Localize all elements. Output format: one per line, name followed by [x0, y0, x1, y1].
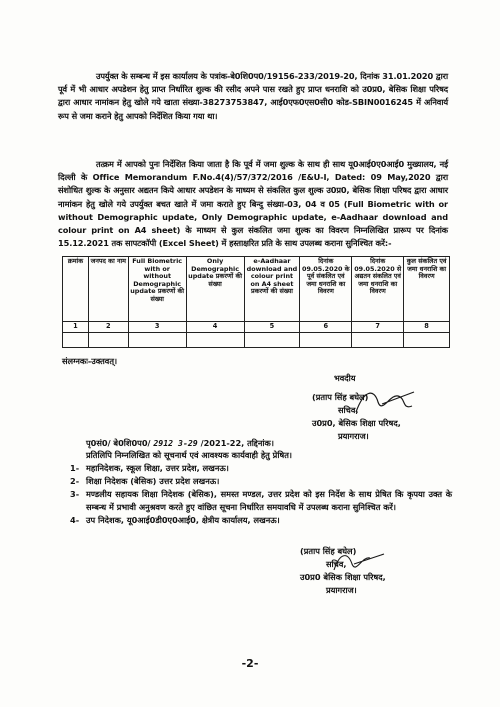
- col-number: 7: [352, 322, 404, 333]
- reference-suffix: /2021-22, तद्दिनांक।: [200, 438, 274, 448]
- col-header-full-biometric: Full Biometric with or without Demographic update प्रकरणों की संख्या: [128, 257, 186, 322]
- col-header-demographic: Only Demographic update प्रकरणों की संख्या: [186, 257, 244, 322]
- signatory-city: प्रयागराज।: [326, 585, 357, 595]
- col-number: 1: [63, 322, 89, 333]
- dispatch-reference: [86, 438, 456, 449]
- reference-number: 2912 3-29: [153, 438, 198, 448]
- enclosure-note: संलग्नकः-उक्तवत्।: [62, 356, 118, 366]
- table-cell: [128, 333, 186, 348]
- list-item: 3- मण्डलीय सहायक शिक्षा निदेशक (बेसिक), समस्त मण्डल, उत्तर प्रदेश को इस निर्देश के साथ प्रेषित कि कृपया उक्त के सम्बन्ध में प्रभावी अनुश्रवण करते हुए वांछित सूचना निर्धारित समयावधि में उपलब्ध कराना सुनिश्चित करें।: [70, 489, 452, 512]
- col-number: 4: [186, 322, 244, 333]
- copy-recipients-list: [70, 462, 452, 527]
- table-cell: [404, 333, 450, 348]
- col-number: 5: [244, 322, 300, 333]
- col-header-after-date: दिनांक 09.05.2020 से अद्यतन संकलित एवं जमा धनराशि का विवरण: [352, 257, 404, 322]
- signatory-designation: सचिव,: [326, 559, 347, 569]
- col-header-serial: क्रमांक: [63, 257, 89, 322]
- col-header-district: जनपद का नाम: [88, 257, 128, 322]
- paragraph-previous-instruction: उपर्युक्त के सम्बन्ध में इस कार्यालय के पत्रांक-बे0शि0प0/19156-233/2019-20, दिनांक 31.01.2020 द्वारा पूर्व में भी आधार अपडेशन हेतु प्राप्त निर्धारित शुल्क की रसीद अपने पास रखते हुए प्राप्त धनराशि को उ0प्र0, बेसिक शिक्षा परिषद द्वारा आधार नामांकन हेतु खोले गये खाता संख्या-38273753847, आई0एफ0एस0सी0 कोड-SBIN0016245 में अनिवार्य रूप से जमा कराने हेतु आपको निर्देशित किया गया था।: [58, 71, 448, 121]
- signature-block-primary: [312, 372, 442, 443]
- table-cell: [244, 333, 300, 348]
- table-cell: [63, 333, 89, 348]
- signatory-office: उ0प्र0 बेसिक शिक्षा परिषद,: [300, 572, 386, 582]
- col-header-before-date: दिनांक 09.05.2020 के पूर्व संकलित एवं जमा धनराशि का विवरण: [300, 257, 352, 322]
- signatory-office: उ0प्र0, बेसिक शिक्षा परिषद,: [312, 418, 401, 428]
- col-header-total: कुल संकलित एवं जमा धनराशि का विवरण: [404, 257, 450, 322]
- signatory-name: (प्रताप सिंह बघेल): [312, 392, 369, 402]
- list-item: 2- शिक्षा निदेशक (बेसिक) उत्तर प्रदेश लखनऊ।: [70, 476, 220, 486]
- signatory-designation: सचिव,: [338, 405, 359, 415]
- col-number: 2: [88, 322, 128, 333]
- table-cell: [88, 333, 128, 348]
- signatory-name: (प्रताप सिंह बघेल): [300, 546, 357, 556]
- table-row: [63, 333, 450, 348]
- signature-block-secondary: [300, 545, 440, 597]
- signatory-city: प्रयागराज।: [338, 431, 369, 441]
- table-cell: [300, 333, 352, 348]
- reference-prefix: पृ0सं0/ बे0शि0प0/: [86, 438, 151, 448]
- col-number: 8: [404, 322, 450, 333]
- table-number-row: [63, 322, 450, 333]
- list-item: 1- महानिदेशक, स्कूल शिक्षा, उत्तर प्रदेश, लखनऊ।: [70, 463, 229, 473]
- col-number: 3: [128, 322, 186, 333]
- table-header-row: [63, 257, 450, 322]
- copy-forward-line: प्रतिलिपि निम्नलिखित को सूचनार्थ एवं आवश्यक कार्यवाही हेतु प्रेषित।: [86, 450, 292, 460]
- fee-details-table: [62, 256, 450, 348]
- page-number: -2-: [241, 657, 259, 670]
- list-item: 4- उप निदेशक, यू0आई0डी0ए0आई0, क्षेत्रीय कार्यालय, लखनऊ।: [70, 515, 280, 525]
- closing-text: भवदीय: [334, 373, 356, 383]
- paragraph-current-instruction: तत्क्रम में आपको पुनः निर्देशित किया जाता है कि पूर्व में जमा शुल्क के साथ ही साथ यू0आई0ए0आई0 मुख्यालय, नई दिल्ली के Office Memorandum F.No.4(4)/57/372/2016 /E&U-I, Dated: 09 May,2020 द्वारा संशोधित शुल्क के अनुसार अद्यतन किये आधार अपडेशन के माध्यम से संकलित कुल शुल्क उ0प्र0, बेसिक शिक्षा परिषद द्वारा आधार नामांकन हेतु खोले गये उपर्युक्त बचत खाते में जमा कराते हुए बिन्दु संख्या-03, 04 व 05 (Full Biometric with or without Demographic update, Only Demographic update, e-Aadhaar download and colour print on A4 sheet) के माध्यम से कुल संकलित जमा शुल्क का विवरण निम्नलिखित प्रारूप पर दिनांक 15.12.2021 तक सापटकॉपी (Excel Sheet) में हस्ताक्षरित प्रति के साथ उपलब्ध कराना सुनिश्चित करें:-: [58, 159, 448, 249]
- table-cell: [186, 333, 244, 348]
- table-cell: [352, 333, 404, 348]
- col-header-eaadhaar: e-Aadhaar download and colour print on A4 sheet प्रकरणों की संख्या: [244, 257, 300, 322]
- col-number: 6: [300, 322, 352, 333]
